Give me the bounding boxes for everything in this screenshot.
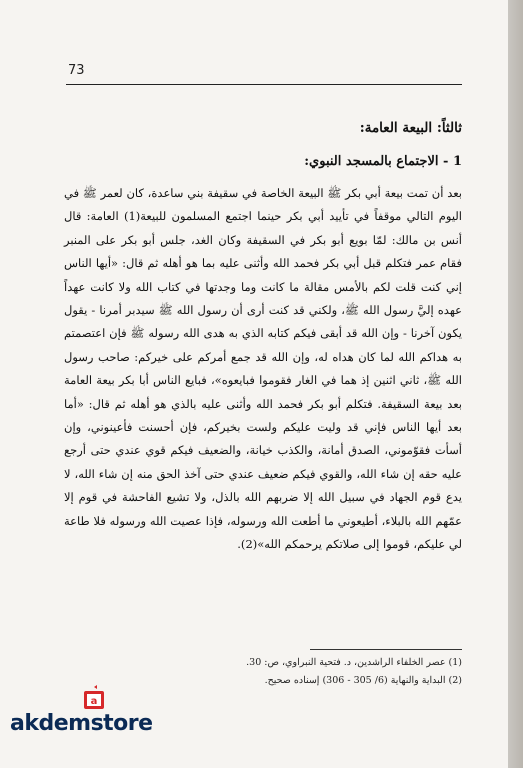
footnote-rule bbox=[310, 649, 462, 650]
svg-text:a: a bbox=[90, 696, 98, 707]
section-heading: ثالثاً: البيعة العامة: bbox=[359, 120, 462, 136]
store-logo bbox=[10, 685, 190, 745]
sub-heading: 1 - الاجتماع بالمسجد النبوي: bbox=[304, 154, 462, 169]
footnote-2: (2) البداية والنهاية (6/ 305 - 306) إسناده صحيح. bbox=[264, 675, 462, 686]
footnote-1: (1) عصر الخلفاء الراشدين، د. فتحية النبراوي، ص: 30. bbox=[246, 657, 462, 668]
book-spine bbox=[508, 0, 523, 768]
body-paragraph: بعد أن تمت بيعة أبي بكر ﷺ البيعة الخاصة في سقيفة بني ساعدة، كان لعمر ﷺ في اليوم التالي موقفاً في تأييد أبي بكر حينما اجتمع المسلمون للبيعة(1) العامة: قال أنس بن مالك: لمّا بويع أبو بكر في السقيفة وكان الغد، جلس أبو بكر على المنبر فقام عمر فتكلم قبل أبي بكر فحمد الله وأثنى عليه بما هو أهله ثم قال: «أيها الناس إني كنت قلت لكم بالأمس مقالة ما كانت وما وجدتها في كتاب الله ولا كانت عهداً عهده إليَّ رسول الله ﷺ، ولكني قد كنت أرى أن رسول الله ﷺ سيدبر أمرنا - يقول يكون آخرنا - وإن الله قد أبقى فيكم كتابه الذي به هدى الله رسوله ﷺ فإن اعتصمتم به هداكم الله لما كان هداه له، وإن الله قد جمع أمركم على خيركم: صاحب رسول الله ﷺ، ثاني اثنين إذ هما في الغار فقوموا فبايعوه»، فبايع الناس أبا بكر بيعة العامة بعد بيعة السقيفة. فتكلم أبو بكر فحمد الله وأثنى عليه بالذي هو أهله ثم قال: «أما بعد أيها الناس فإني قد وليت عليكم ولست بخيركم، فإن أحسنت فأعينوني، وإن أسأت فقوّموني، الصدق أمانة، والكذب خيانة، والضعيف فيكم قوي عندي حتى أرجع عليه حقه إن شاء الله، والقوي فيكم ضعيف عندي حتى آخذ الحق منه إن شاء الله، لا يدع قوم الجهاد في سبيل الله إلا ضربهم الله بالذل، ولا تشيع الفاحشة في قوم إلا عمّهم الله بالبلاء، أطيعوني ما أطعت الله ورسوله، فإذا عصيت الله ورسوله فلا طاعة لي عليكم، قوموا إلى صلاتكم يرحمكم الله»(2). bbox=[64, 186, 462, 552]
header-rule bbox=[66, 84, 462, 85]
page-number: 73 bbox=[68, 63, 85, 78]
watermark-text: akdemstore bbox=[10, 711, 153, 736]
page-content bbox=[64, 118, 462, 557]
book-icon bbox=[82, 685, 106, 711]
footnotes bbox=[180, 654, 462, 690]
